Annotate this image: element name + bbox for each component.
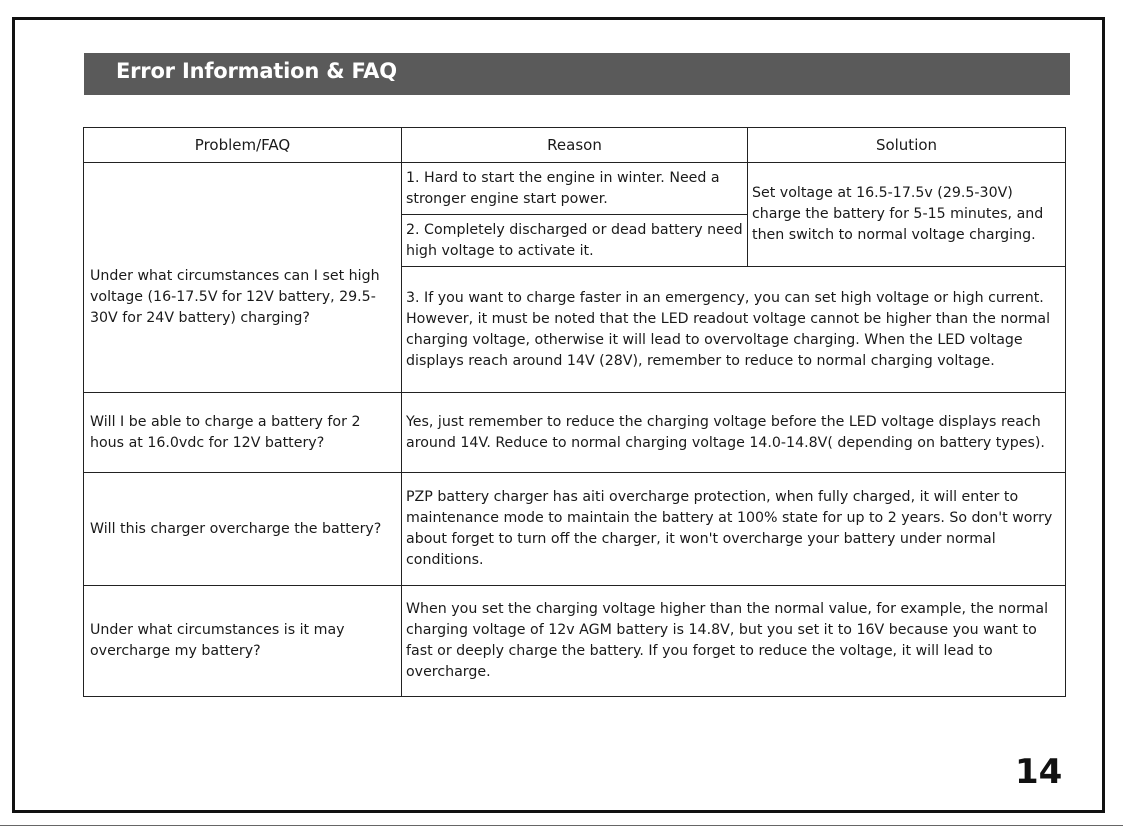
column-header-reason: Reason <box>402 128 748 163</box>
reason-cell: 1. Hard to start the engine in winter. Need a stronger engine start power. <box>402 163 748 215</box>
page-number: 14 <box>1015 752 1063 792</box>
bottom-divider <box>0 825 1123 826</box>
problem-cell: Under what circumstances can I set high voltage (16-17.5V for 12V battery, 29.5-30V for 24V battery) charging? <box>84 163 402 393</box>
answer-cell: When you set the charging voltage higher than the normal value, for example, the normal charging voltage of 12v AGM battery is 14.8V, but you set it to 16V because you want to fast or deeply charge the battery. If you forget to reduce the voltage, it will lead to overcharge. <box>402 586 1066 697</box>
table-header-row <box>84 128 1066 163</box>
section-title: Error Information & FAQ <box>116 59 397 83</box>
section-header-bar <box>84 53 1070 95</box>
solution-cell: Set voltage at 16.5-17.5v (29.5-30V) charge the battery for 5-15 minutes, and then switch to normal voltage charging. <box>748 163 1066 267</box>
faq-table <box>83 127 1066 697</box>
answer-cell: Yes, just remember to reduce the charging voltage before the LED voltage displays reach around 14V. Reduce to normal charging voltage 14.0-14.8V( depending on battery types). <box>402 393 1066 473</box>
table-row <box>84 586 1066 697</box>
reason-cell: 3. If you want to charge faster in an emergency, you can set high voltage or high current. However, it must be noted that the LED readout voltage cannot be higher than the normal charging voltage, otherwise it will lead to overvoltage charging. When the LED voltage displays reach around 14V (28V), remember to reduce to normal charging voltage. <box>402 267 1066 393</box>
answer-cell: PZP battery charger has aiti overcharge protection, when fully charged, it will enter to maintenance mode to maintain the battery at 100% state for up to 2 years. So don't worry about forget to turn off the charger, it won't overcharge your battery under normal conditions. <box>402 473 1066 586</box>
problem-cell: Under what circumstances is it may overcharge my battery? <box>84 586 402 697</box>
problem-cell: Will I be able to charge a battery for 2 hous at 16.0vdc for 12V battery? <box>84 393 402 473</box>
reason-cell: 2. Completely discharged or dead battery need high voltage to activate it. <box>402 215 748 267</box>
table-row <box>84 473 1066 586</box>
table-row <box>84 393 1066 473</box>
table-row <box>84 163 1066 215</box>
column-header-problem: Problem/FAQ <box>84 128 402 163</box>
column-header-solution: Solution <box>748 128 1066 163</box>
problem-cell: Will this charger overcharge the battery? <box>84 473 402 586</box>
